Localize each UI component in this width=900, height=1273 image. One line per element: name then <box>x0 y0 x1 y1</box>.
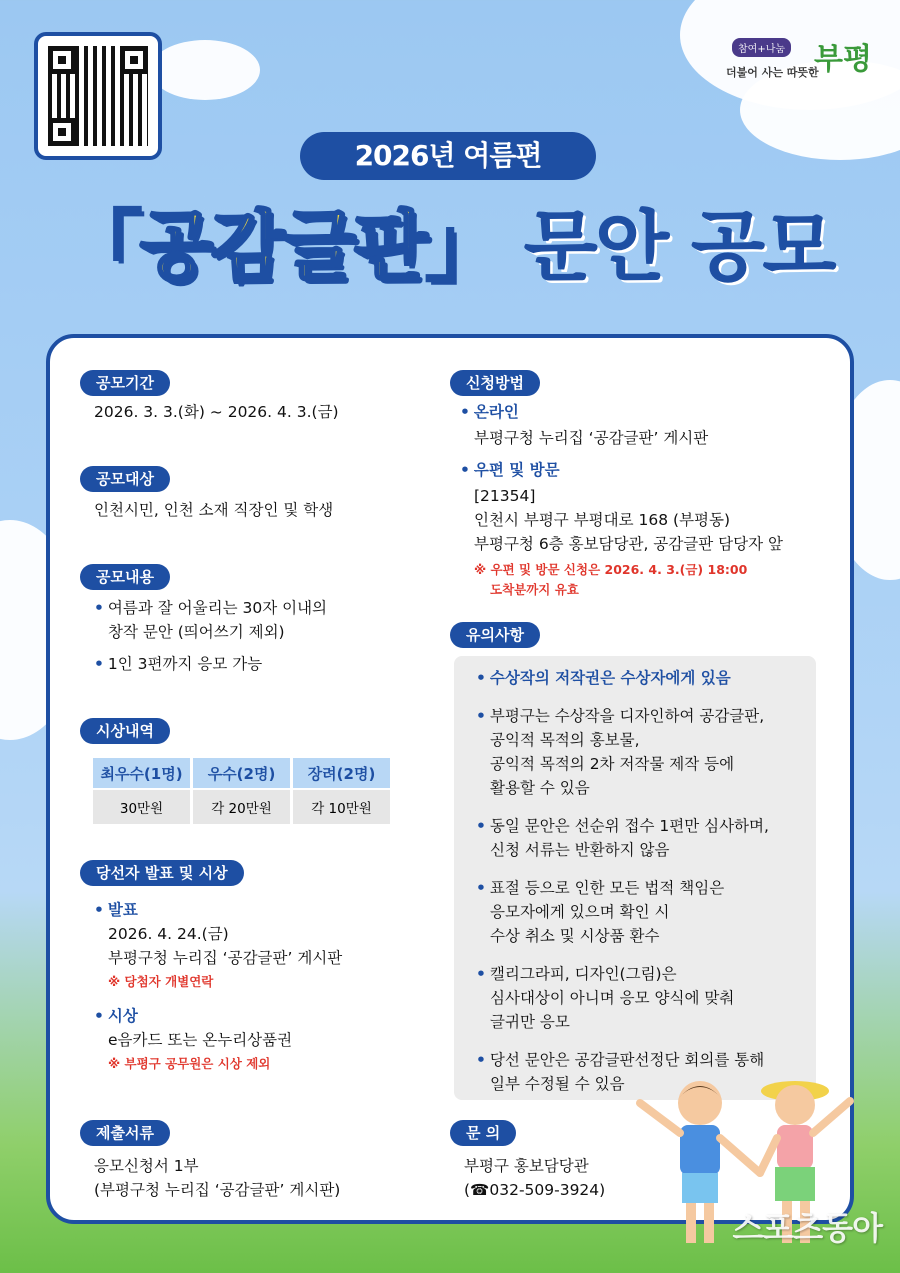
caution-item-6-cont: 일부 수정될 수 있음 <box>490 1075 625 1093</box>
apply-online-value: 부평구청 누리집 ‘공감글판’ 게시판 <box>474 429 709 447</box>
content-label: 공모내용 <box>80 564 170 590</box>
documents-line-2: (부평구청 누리집 ‘공감글판’ 게시판) <box>94 1181 341 1199</box>
announce-result-date: 2026. 4. 24.(금) <box>108 925 229 943</box>
announce-result-head: • 발표 <box>94 901 138 919</box>
announce-award-value: e음카드 또는 온누리상품권 <box>108 1031 293 1049</box>
qr-code[interactable] <box>34 32 162 160</box>
caution-item-5: • 캘리그라피, 디자인(그림)은 <box>476 965 677 983</box>
prize-header: 장려(2명) <box>293 758 390 788</box>
logo-slogan: 더불어 사는 따뜻한 <box>726 66 819 79</box>
contact-dept: 부평구 홍보담당관 <box>464 1157 589 1175</box>
announce-result-note: ※ 당첨자 개별연락 <box>108 974 214 989</box>
target-value: 인천시민, 인천 소재 직장인 및 학생 <box>94 501 334 519</box>
caution-item-5-cont: 심사대상이 아니며 응모 양식에 맞춰 <box>490 989 735 1007</box>
announce-result-where: 부평구청 누리집 ‘공감글판’ 게시판 <box>108 949 343 967</box>
caution-item-3-cont: 신청 서류는 반환하지 않음 <box>490 841 670 859</box>
content-item-2: • 1인 3편까지 응모 가능 <box>94 655 263 673</box>
logo-slogan-badge: 참여+나눔 <box>732 38 791 57</box>
announce-award-head: • 시상 <box>94 1007 138 1025</box>
prize-header: 우수(2명) <box>193 758 290 788</box>
apply-post-note-2: 도착분까지 유효 <box>490 582 579 597</box>
content-item-1-cont: 창작 문안 (띄어쓰기 제외) <box>108 623 285 641</box>
period-value: 2026. 3. 3.(화) ~ 2026. 4. 3.(금) <box>94 403 339 421</box>
target-label: 공모대상 <box>80 466 170 492</box>
caution-item-2-cont: 공익적 목적의 2차 저작물 제작 등에 <box>490 755 735 773</box>
caution-item-6: • 당선 문안은 공감글판선정단 회의를 통해 <box>476 1051 765 1069</box>
caution-item-2-cont: 공익적 목적의 홍보물, <box>490 731 640 749</box>
page-title <box>0 192 900 302</box>
contact-label: 문 의 <box>450 1120 516 1146</box>
caution-item-1: • 수상작의 저작권은 수상자에게 있음 <box>476 669 731 687</box>
caution-item-5-cont: 글귀만 응모 <box>490 1013 570 1031</box>
prize-table <box>90 756 393 826</box>
period-label: 공모기간 <box>80 370 170 396</box>
edition-title: 2026년 여름편 <box>300 132 596 180</box>
bupyeong-logo <box>722 30 872 90</box>
caution-item-4-cont: 응모자에게 있으며 확인 시 <box>490 903 670 921</box>
prize-amount: 30만원 <box>93 790 190 824</box>
announce-label: 당선자 발표 및 시상 <box>80 860 244 886</box>
logo-mark: 부평 <box>814 42 872 77</box>
apply-online-head: • 온라인 <box>460 403 519 421</box>
caution-box <box>454 656 816 1100</box>
apply-post-zip: [21354] <box>474 487 536 505</box>
apply-post-addr-1: 인천시 부평구 부평대로 168 (부평동) <box>474 511 731 529</box>
documents-line-1: 응모신청서 1부 <box>94 1157 199 1175</box>
caution-item-3: • 동일 문안은 선순위 접수 1편만 심사하며, <box>476 817 769 835</box>
title-highlight: 「공감글판」 <box>65 202 500 291</box>
apply-post-addr-2: 부평구청 6층 홍보담당관, 공감글판 담당자 앞 <box>474 535 783 553</box>
announce-award-note: ※ 부평구 공무원은 시상 제외 <box>108 1056 271 1071</box>
caution-item-2: • 부평구는 수상작을 디자인하여 공감글판, <box>476 707 765 725</box>
cloud-decoration <box>150 40 260 100</box>
prize-amount: 각 20만원 <box>193 790 290 824</box>
prize-header: 최우수(1명) <box>93 758 190 788</box>
qr-pattern <box>48 46 148 146</box>
caution-item-4-cont: 수상 취소 및 시상품 환수 <box>490 927 660 945</box>
prizes-label: 시상내역 <box>80 718 170 744</box>
prize-amount: 각 10만원 <box>293 790 390 824</box>
contact-phone: (☎032-509-3924) <box>464 1181 606 1199</box>
caution-item-2-cont: 활용할 수 있음 <box>490 779 590 797</box>
apply-post-head: • 우편 및 방문 <box>460 461 560 479</box>
title-rest: 문안 공모 <box>524 202 835 291</box>
documents-label: 제출서류 <box>80 1120 170 1146</box>
apply-label: 신청방법 <box>450 370 540 396</box>
watermark: 스포츠동아 <box>732 1209 882 1247</box>
content-item-1: • 여름과 잘 어울리는 30자 이내의 <box>94 599 328 617</box>
caution-label: 유의사항 <box>450 622 540 648</box>
apply-post-note-1: ※ 우편 및 방문 신청은 2026. 4. 3.(금) 18:00 <box>474 562 748 577</box>
caution-item-4: • 표절 등으로 인한 모든 법적 책임은 <box>476 879 725 897</box>
